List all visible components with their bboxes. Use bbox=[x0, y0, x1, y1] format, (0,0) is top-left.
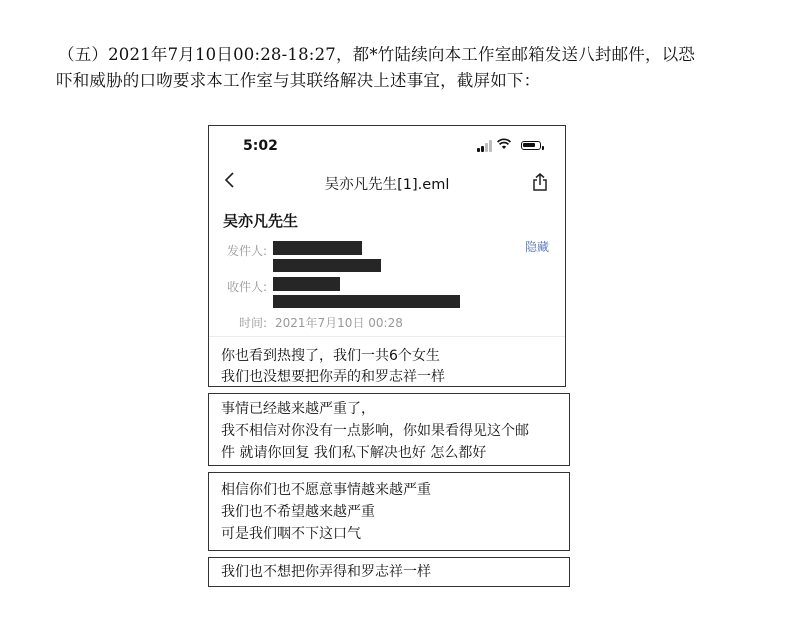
redacted-sender-address bbox=[273, 259, 381, 272]
time-label: 时间: bbox=[239, 316, 268, 330]
message-line: 相信你们也不愿意事情越来越严重 bbox=[221, 482, 431, 498]
share-icon[interactable] bbox=[531, 172, 549, 192]
email-screenshot bbox=[208, 125, 566, 387]
hide-details-link[interactable]: 隐藏 bbox=[524, 240, 549, 254]
recipient-label: 收件人: bbox=[227, 280, 268, 294]
message-box-2 bbox=[208, 472, 570, 551]
signal-icon bbox=[477, 140, 493, 152]
message-line: 件 就请你回复 我们私下解决也好 怎么都好 bbox=[221, 445, 487, 461]
paragraph-line-2: 吓和威胁的口吻要求本工作室与其联络解决上述事宜，截屏如下： bbox=[56, 71, 541, 90]
redacted-recipient-name bbox=[273, 277, 340, 291]
email-file-title: 吴亦凡先生[1].eml bbox=[324, 177, 450, 193]
battery-icon bbox=[521, 141, 541, 150]
redacted-recipient-address bbox=[273, 295, 460, 308]
message-line: 事情已经越来越严重了， bbox=[221, 401, 375, 417]
message-box-1 bbox=[208, 393, 570, 466]
message-line: 可是我们咽不下这口气 bbox=[221, 526, 361, 542]
message-line: 我们也不希望越来越严重 bbox=[221, 504, 375, 520]
divider bbox=[209, 336, 565, 337]
intro-paragraph bbox=[58, 42, 748, 94]
time-value: 2021年7月10日 00:28 bbox=[275, 316, 403, 330]
status-bar bbox=[209, 126, 565, 166]
message-line: 我不相信对你没有一点影响，你如果看得见这个邮 bbox=[221, 423, 529, 439]
redacted-sender-name bbox=[273, 241, 362, 255]
message-box-3 bbox=[208, 557, 570, 587]
nav-bar bbox=[209, 168, 565, 198]
message-line: 我们也不想把你弄得和罗志祥一样 bbox=[221, 564, 431, 580]
wifi-icon bbox=[497, 138, 511, 153]
status-time: 5:02 bbox=[243, 138, 278, 154]
paragraph-line-1: （五）2021年7月10日00:28-18:27，都*竹陆续向本工作室邮箱发送八封邮件，以恐 bbox=[58, 45, 696, 64]
email-body-line: 你也看到热搜了，我们一共6个女生 bbox=[221, 348, 440, 364]
email-body-line: 我们也没想要把你弄的和罗志祥一样 bbox=[221, 369, 445, 385]
email-subject: 吴亦凡先生 bbox=[223, 212, 299, 230]
sender-label: 发件人: bbox=[227, 244, 268, 258]
